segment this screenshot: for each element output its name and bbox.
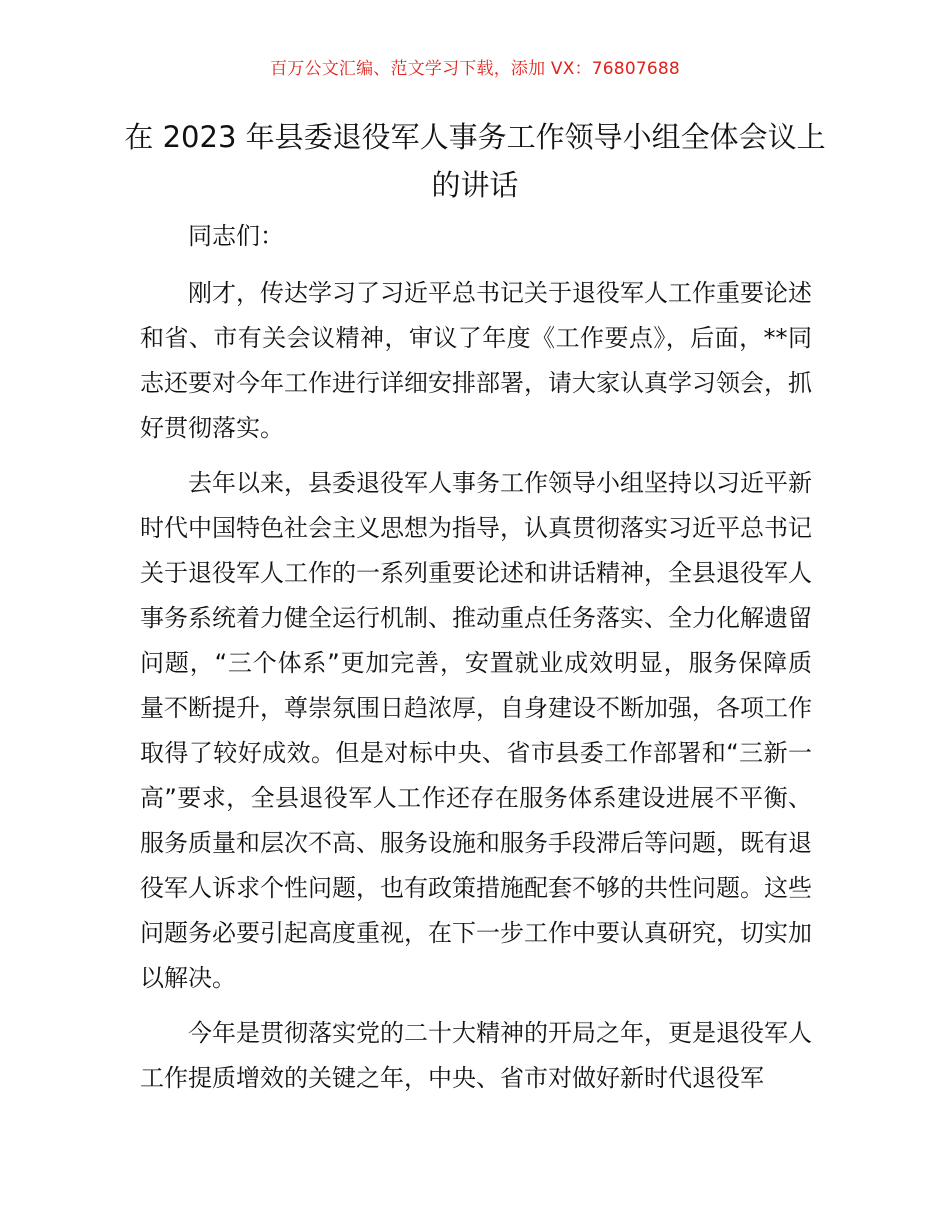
paragraph-3: 今年是贯彻落实党的二十大精神的开局之年，更是退役军人工作提质增效的关键之年，中央、省市对做好新时代退役军 (140, 1019, 812, 1092)
salutation: 同志们： (188, 222, 284, 250)
header-banner: 百万公文汇编、范文学习下载，添加 VX：76807688 (270, 59, 680, 79)
document-body (140, 214, 812, 1111)
document-title: 在 2023 年县委退役军人事务工作领导小组全体会议上的讲话 (124, 120, 826, 202)
paragraph-1: 刚才，传达学习了习近平总书记关于退役军人工作重要论述和省、市有关会议精神，审议了年度《工作要点》，后面，**同志还要对今年工作进行详细安排部署，请大家认真学习领会，抓好贯彻落实。 (140, 279, 812, 442)
paragraph-2: 去年以来，县委退役军人事务工作领导小组坚持以习近平新时代中国特色社会主义思想为指导，认真贯彻落实习近平总书记关于退役军人工作的一系列重要论述和讲话精神，全县退役军人事务系统着力健全运行机制、推动重点任务落实、全力化解遗留问题，“三个体系”更加完善，安置就业成效明显，服务保障质量不断提升，尊崇氛围日趋浓厚，自身建设不断加强，各项工作取得了较好成效。但是对标中央、省市县委工作部署和“三新一高”要求，全县退役军人工作还存在服务体系建设进展不平衡、服务质量和层次不高、服务设施和服务手段滞后等问题，既有退役军人诉求个性问题，也有政策措施配套不够的共性问题。这些问题务必要引起高度重视，在下一步工作中要认真研究，切实加以解决。 (140, 469, 812, 992)
